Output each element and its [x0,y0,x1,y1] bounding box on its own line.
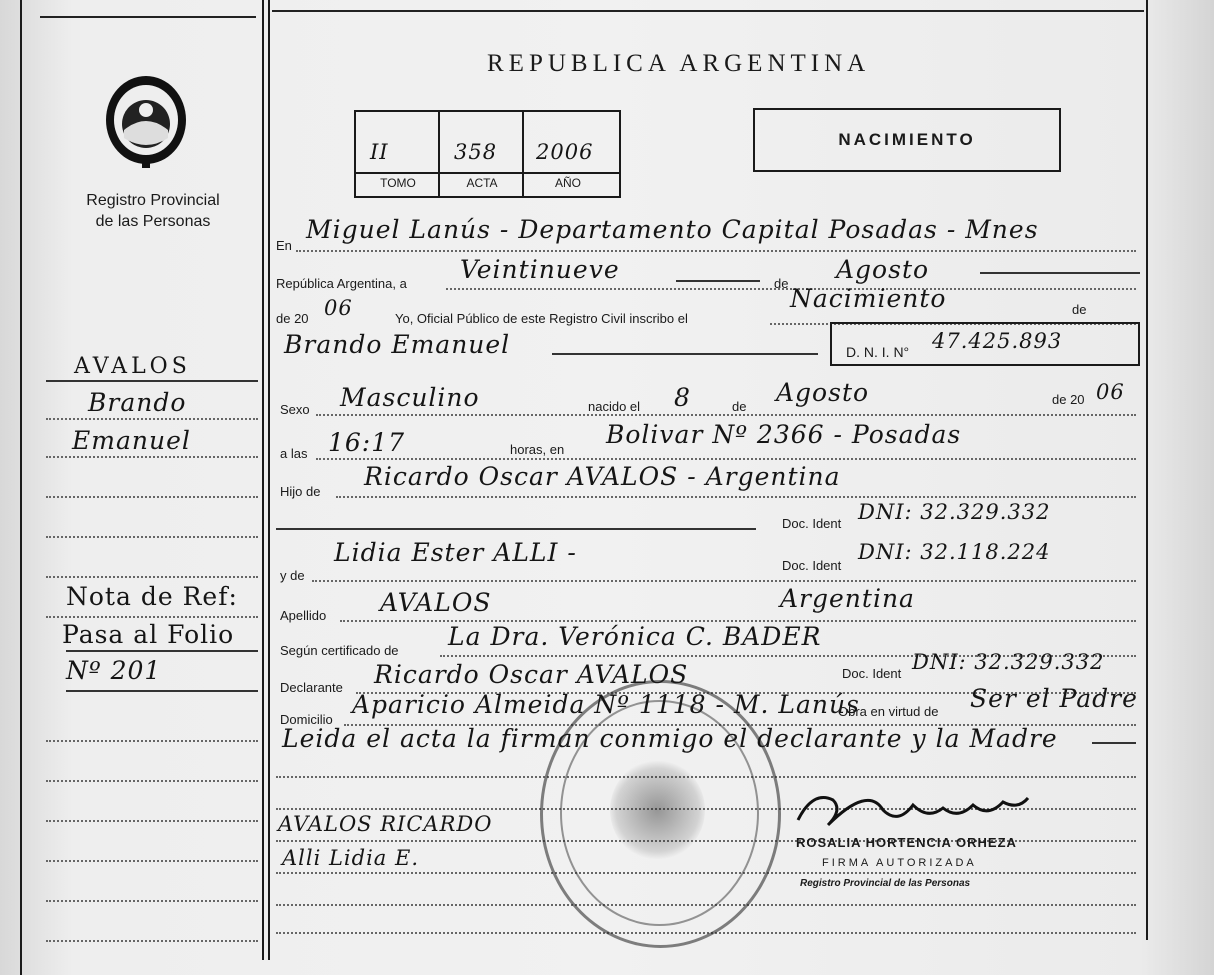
record-type-box: NACIMIENTO [753,108,1061,172]
registry-line1: Registro Provincial [86,192,220,209]
tomo-label: TOMO [380,176,416,190]
margin-divider-left [262,0,264,960]
tomo-value: II [370,140,389,164]
field-apellido: AVALOS [380,588,492,617]
registro-small: Registro Provincial de las Personas [800,878,971,889]
label-apellido: Apellido [280,608,327,623]
field-declarante-doc: DNI: 32.329.332 [912,650,1105,674]
field-nacionalidad: Argentina [780,584,915,613]
label-obra: Obra en virtud de [838,704,939,719]
left-border [20,0,22,975]
label-segun: Según certificado de [280,643,399,658]
label-domicilio: Domicilio [280,712,333,727]
field-madre: Lidia Ester ALLI - [334,538,577,567]
field-mes-nac: Agosto [776,378,870,407]
registry-line2: de las Personas [95,213,211,230]
provincial-seal-icon [102,72,190,170]
anio-value: 2006 [536,140,594,164]
field-anio-nac: 06 [1096,380,1125,404]
acta-label: ACTA [466,176,498,190]
top-rule-margin [40,16,256,18]
label-doc-ident-3: Doc. Ident [842,666,902,681]
field-dni: 47.425.893 [932,329,1063,353]
field-leida: Leida el acta la firman conmigo el declarante y la Madre [282,724,1058,753]
field-padre-doc: DNI: 32.329.332 [858,500,1051,524]
field-domicilio: Aparicio Almeida Nº 1118 - M. Lanús [352,690,860,719]
label-de2: de [732,399,747,414]
field-declarante: Ricardo Oscar AVALOS [374,660,689,689]
label-dni: D. N. I. N° [846,344,910,360]
field-dia-nac: 8 [674,383,691,412]
page-title: REPUBLICA ARGENTINA [487,50,871,77]
official-name: ROSALIA HORTENCIA ORHEZA [796,835,1017,850]
top-rule [272,10,1144,12]
margin-nota2: Pasa al Folio [62,620,235,649]
acta-value: 358 [454,140,498,164]
field-hora: 16:17 [328,428,406,457]
field-nombre: Brando Emanuel [284,330,511,359]
label-yo: Yo, Oficial Público de este Registro Civil inscribo el [395,311,688,326]
label-a-las: a las [280,446,308,461]
field-dia: Veintinueve [460,255,620,284]
margin-divider-right [268,0,270,960]
margin-name1: Brando [88,388,187,417]
signature-father: AVALOS RICARDO [278,812,493,836]
margin-nota3: Nº 201 [66,656,162,685]
registry-name [55,190,251,232]
label-de: de [774,276,789,291]
label-doc-ident-1: Doc. Ident [782,516,842,531]
label-hijo-de: Hijo de [280,484,321,499]
label-en: En [276,238,292,253]
margin-name2: Emanuel [72,426,191,455]
margin-nota1: Nota de Ref: [66,582,238,611]
margin-surname: AVALOS [74,354,191,379]
field-acto: Nacimiento [790,284,947,313]
anio-label: AÑO [554,176,581,190]
label-horas-en: horas, en [510,442,565,457]
field-padre: Ricardo Oscar AVALOS - Argentina [364,462,841,491]
label-de20b: de 20 [1052,392,1085,407]
official-signature-scrawl [788,780,1038,835]
field-obra: Ser el Padre [970,684,1138,713]
label-de-end: de [1072,302,1087,317]
right-border [1146,0,1148,940]
field-certificado: La Dra. Verónica C. BADER [448,622,822,651]
act-number-table [354,110,621,198]
dni-box [830,322,1140,366]
label-declarante: Declarante [280,680,343,695]
label-y-de: y de [280,568,305,583]
field-lugar: Miguel Lanús - Departamento Capital Posadas - Mnes [306,215,1039,244]
field-anio: 06 [324,296,353,320]
field-madre-doc: DNI: 32.118.224 [858,540,1051,564]
signature-mother: Alli Lidia E. [282,846,420,870]
label-sexo: Sexo [280,402,310,417]
firma-autorizada: FIRMA AUTORIZADA [822,857,977,869]
label-de20: de 20 [276,311,309,326]
field-sexo: Masculino [340,383,480,412]
stamp-center [610,760,705,860]
field-lugar-nac: Bolivar Nº 2366 - Posadas [606,420,962,449]
label-doc-ident-2: Doc. Ident [782,558,842,573]
label-republica: República Argentina, a [276,276,407,291]
field-mes: Agosto [836,255,930,284]
label-nacido-el: nacido el [588,399,641,414]
